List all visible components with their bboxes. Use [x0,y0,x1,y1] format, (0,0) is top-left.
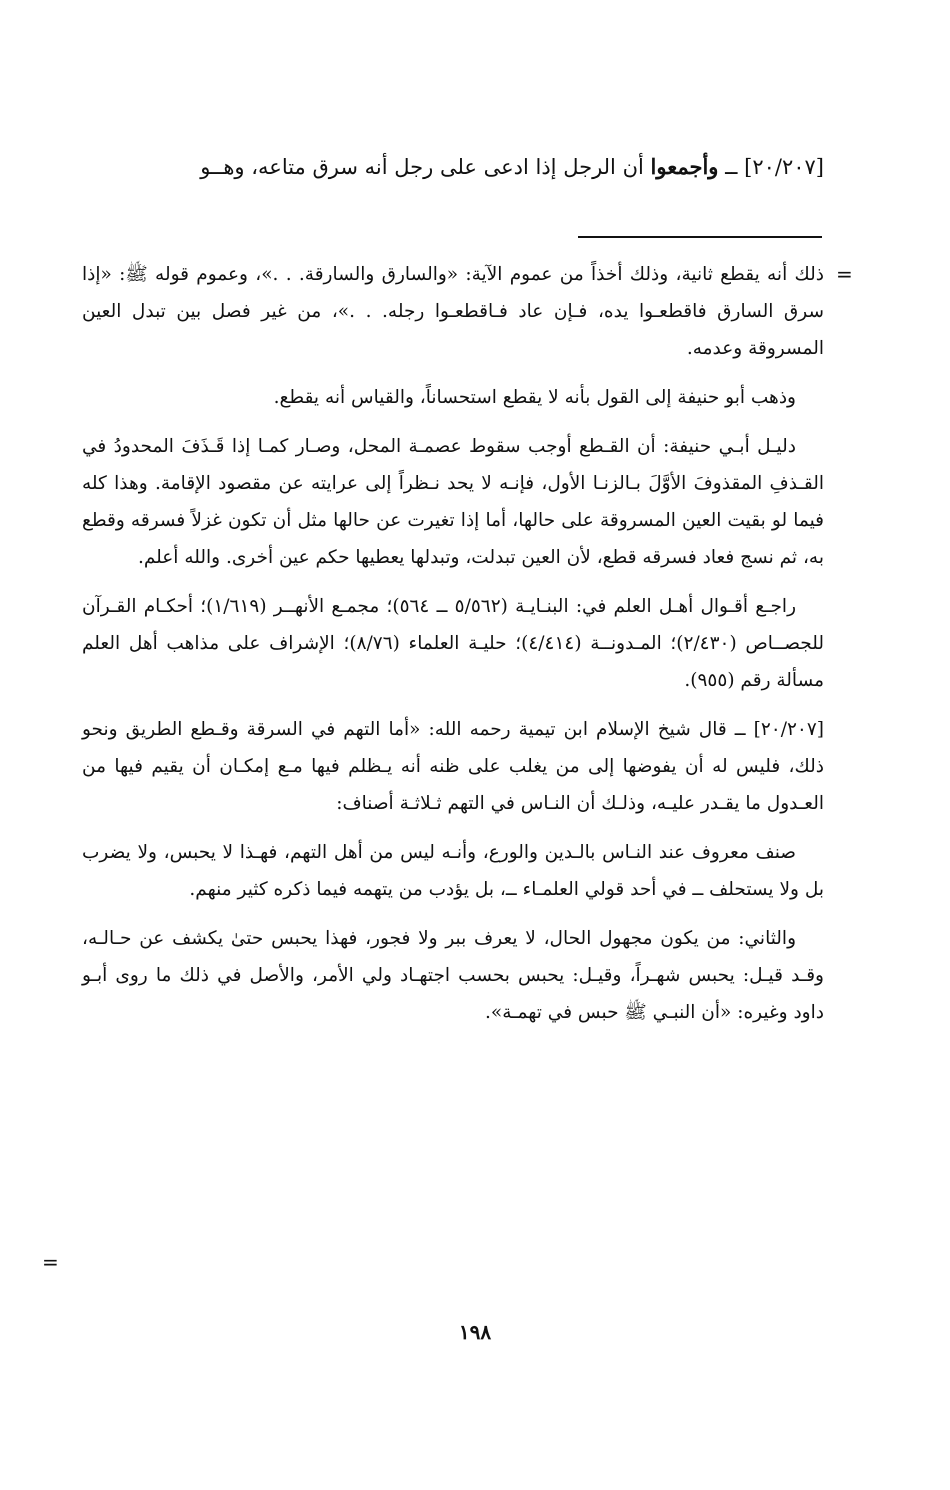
footnote-separator [578,236,822,238]
page-number: ١٩٨ [458,1320,492,1344]
continuation-mark-top: = [836,262,853,286]
continuation-mark-bottom: = [42,1250,59,1274]
issue-lead-word: وأجمعوا [650,154,719,179]
footnote-paragraph-5: [٢٠/٢٠٧] ــ قال شيخ الإسلام ابن تيمية رحمه الله: «أما التهم في السرقة وقـطع الطريق ونحو ذلك، فليس له أن يفوضها إلى من يغلب على ظنه أنه يـظلم فيها مـع إمكـان أن يقيم فيها من العـدول ما يقـدر عليـه، وذلـك أن النـاس في التهم ثـلاثـة أصناف: [82,719,824,814]
footnote-paragraph-7: والثاني: من يكون مجهول الحال، لا يعرف ببر ولا فجور، فهذا يحبس حتىٰ يكشف عن حـالـه، وقـد قيـل: يحبس شهـراً، وقيـل: يحبس بحسب اجتهـاد ولي الأمر، والأصل في ذلك ما روى أبـو داود وغيره: «أن النبـي ﷺ حبس في تهمـة». [82,928,824,1023]
issue-reference: [٢٠/٢٠٧] ــ [725,155,824,179]
footnote-paragraph-4: راجـع أقـوال أهـل العلم في: البنـايـة (٥/٥٦٢ ــ ٥٦٤)؛ مجمـع الأنهــر (١/٦١٩)؛ أحكـام القـرآن للجصــاص (٢/٤٣٠)؛ المـدونــة (٤/٤١٤)؛ حليـة العلماء (٨/٧٦)؛ الإشراف على مذاهب أهل العلم مسألة رقم (٩٥٥). [82,596,824,691]
issue-text: أن الرجل إذا ادعى على رجل أنه سرق متاعه، وهــو [200,155,644,179]
footnote-paragraph-6: صنف معروف عند النـاس بالـدين والورع، وأنـه ليس من أهل التهم، فهـذا لا يحبس، ولا يضرب بل ولا يستحلف ــ في أحد قولي العلمـاء ــ، بل يؤدب من يتهمه فيما ذكره كثير منهم. [82,842,824,900]
main-text-line [82,148,824,186]
footnote-paragraph-2: وذهب أبو حنيفة إلى القول بأنه لا يقطع استحساناً، والقياس أنه يقطع. [273,387,796,408]
footnote-paragraph-3: دليـل أبـي حنيفة: أن القـطع أوجب سقوط عصمـة المحل، وصـار كمـا إذا قَـذَفَ المحدودُ في القـذفِ المقذوفَ الأوَّلَ بـالزنـا الأول، فإنـه لا يحد نـظراً إلى عرايته عن مقصود الإقامة. وهذا كله فيما لو بقيت العين المسروقة على حالها، أما إذا تغيرت عن حالها مثل أن تكون غزلاً فسرقه وقطع به، ثم نسج فعاد فسرقه قطع، لأن العين تبدلت، وتبدلها يعطيها حكم عين أخرى. والله أعلم. [82,436,824,568]
footnotes [82,256,824,1043]
footnote-paragraph-1: ذلك أنه يقطع ثانية، وذلك أخذاً من عموم الآية: «والسارق والسارقة. . .»، وعموم قوله ﷺ: «إذا سرق السارق فاقطعـوا يده، فـإن عاد فـاقطعـوا رجله. . .»، من غير فصل بين تبدل العين المسروقة وعدمه. [82,264,824,359]
